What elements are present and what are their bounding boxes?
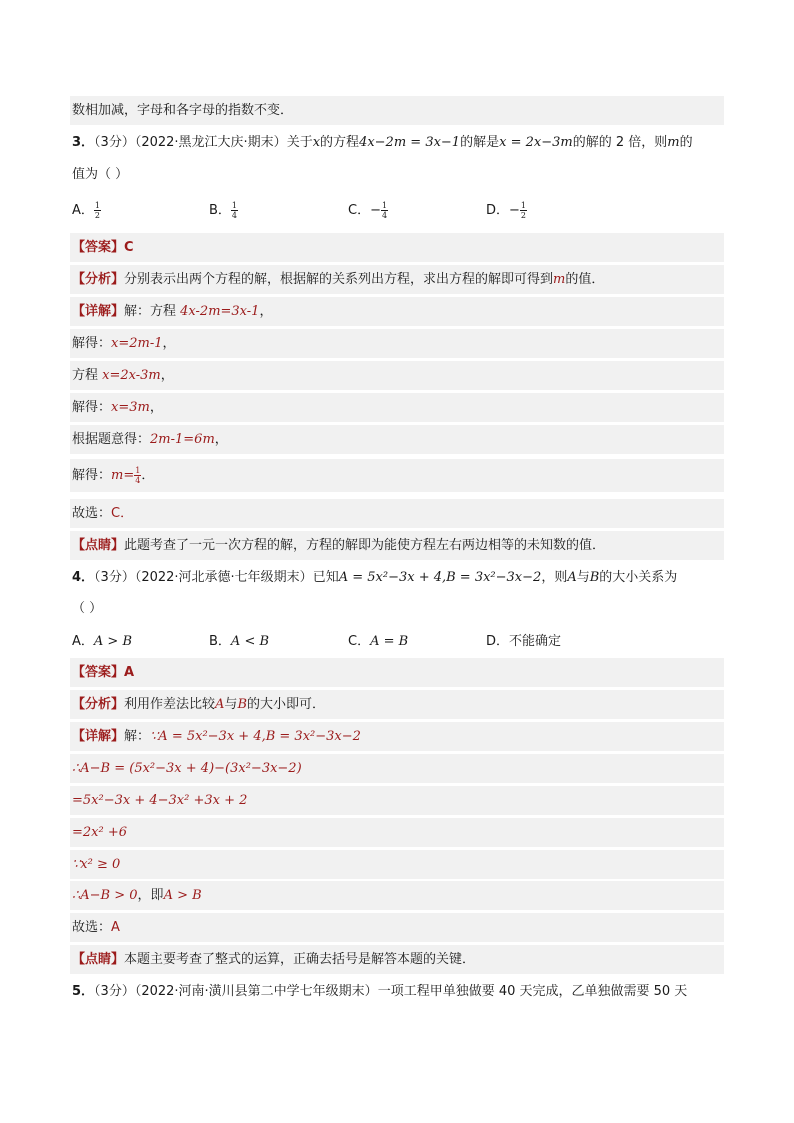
detail-text: 解得： [72, 336, 112, 351]
denominator: 2 [520, 211, 527, 220]
analysis-text: 分别表示出两个方程的解，根据解的关系列出方程，求出方程的解即可得到 [124, 272, 554, 287]
detail-tag: 【详解】 [72, 729, 125, 744]
question-score: （3分） [94, 984, 135, 999]
answer-tag: 【答案】 [72, 240, 125, 255]
question-4-detail-line1 [70, 722, 724, 751]
stem-text: 的方程 [320, 135, 360, 150]
question-number: 3． [72, 135, 95, 150]
question-4-detail-line5 [70, 850, 724, 879]
math-equation: 2m-1=6m [150, 432, 215, 447]
option-fraction [231, 201, 238, 220]
option-b[interactable] [209, 196, 238, 225]
question-source: （2022·黑龙江大庆·期末） [134, 135, 287, 150]
comment-tag: 【点睛】 [72, 538, 125, 553]
previous-tail-text: 数相加减，字母和各字母的指数不变． [72, 103, 294, 118]
option-c[interactable] [348, 196, 388, 225]
math-equation: x = 2x−3m [499, 135, 573, 150]
math-var: A [567, 570, 577, 585]
analysis-tag: 【分析】 [72, 697, 125, 712]
question-4-detail-line3 [70, 786, 724, 815]
question-number: 5． [72, 984, 95, 999]
choose-text: 故选： [72, 506, 112, 521]
detail-text: ， [214, 432, 228, 447]
question-3-analysis [70, 265, 724, 294]
question-3-comment [70, 531, 724, 560]
math-equation: =2x² +6 [72, 825, 128, 840]
question-source: （2022·河南·潢川县第二中学七年级期末） [134, 984, 378, 999]
question-3-stem-line1 [70, 128, 724, 157]
denominator: 4 [381, 211, 388, 220]
question-3-detail-line1 [70, 297, 724, 326]
stem-text: 值为（ ） [72, 167, 129, 182]
detail-text: 解：方程 [124, 304, 181, 319]
detail-text: ， [259, 304, 273, 319]
option-fraction [381, 201, 388, 220]
analysis-text: 的大小即可． [247, 697, 326, 712]
option-text: 不能确定 [509, 634, 562, 649]
option-text: A > B [93, 634, 133, 649]
denominator: 4 [231, 211, 238, 220]
option-label: A． [72, 203, 94, 218]
question-score: （3分） [94, 135, 135, 150]
math-var: x [312, 135, 321, 150]
question-4-options [70, 627, 724, 656]
math-var: m [667, 135, 680, 150]
option-d[interactable] [486, 196, 527, 225]
question-3-detail-line4 [70, 393, 724, 422]
option-label: D． [486, 634, 510, 649]
question-3-answer [70, 233, 724, 262]
question-3-stem-line2 [70, 160, 724, 189]
option-b[interactable] [209, 627, 269, 656]
math-equation: x=2x-3m [102, 368, 161, 383]
question-4-detail-line2 [70, 754, 724, 783]
numerator: 1 [135, 466, 141, 475]
question-3-detail-line5 [70, 425, 724, 454]
detail-text: 解： [124, 729, 151, 744]
option-label: B． [209, 634, 231, 649]
option-c[interactable] [348, 627, 408, 656]
question-3-detail-line3 [70, 361, 724, 390]
detail-text: 根据题意得： [72, 432, 151, 447]
stem-text: （ ） [72, 601, 103, 616]
math-equation: ∵x² ≥ 0 [72, 857, 121, 872]
numerator: 1 [381, 201, 388, 210]
option-sign: − [509, 203, 520, 218]
detail-text: ， [162, 336, 176, 351]
detail-text: ，即 [137, 888, 164, 903]
math-equation: ∵A = 5x²−3x + 4,B = 3x²−3x−2 [150, 729, 361, 744]
option-fraction [520, 201, 527, 220]
option-label: B． [209, 203, 231, 218]
question-4-analysis [70, 690, 724, 719]
question-4-detail-line6 [70, 881, 724, 910]
stem-text: 的 [679, 135, 693, 150]
question-score: （3分） [94, 570, 135, 585]
option-a[interactable] [72, 627, 132, 656]
detail-text: 解得： [72, 400, 112, 415]
math-var: B [237, 697, 247, 712]
detail-text: 解得： [72, 468, 112, 483]
previous-solution-tail [70, 96, 724, 125]
stem-text: 的解的 2 倍，则 [572, 135, 668, 150]
math-equation: x=2m-1 [111, 336, 163, 351]
detail-text: ． [141, 468, 155, 483]
answer-value: A [124, 665, 135, 680]
question-number: 4． [72, 570, 95, 585]
option-label: C． [348, 634, 371, 649]
question-4-choose [70, 913, 724, 942]
choose-value: C． [111, 506, 134, 521]
question-source: （2022·河北承德·七年级期末） [134, 570, 313, 585]
stem-text: 与 [576, 570, 590, 585]
question-3-options [70, 196, 724, 225]
option-fraction [94, 201, 101, 220]
math-equation: A = 5x²−3x + 4,B = 3x²−3x−2 [338, 570, 542, 585]
numerator: 1 [520, 201, 527, 210]
numerator: 1 [94, 201, 100, 210]
comment-text: 此题考查了一元一次方程的解，方程的解即为能使方程左右两边相等的未知数的值． [124, 538, 606, 553]
detail-text: 方程 [72, 368, 103, 383]
math-equation: =5x²−3x + 4−3x² +3x + 2 [72, 793, 248, 808]
question-4-answer [70, 658, 724, 687]
detail-text: ， [149, 400, 163, 415]
question-3-detail-line2 [70, 329, 724, 358]
option-text: A < B [230, 634, 270, 649]
answer-value: C [124, 240, 134, 255]
analysis-text: 与 [224, 697, 238, 712]
analysis-tag: 【分析】 [72, 272, 125, 287]
math-equation: A > B [163, 888, 202, 903]
question-4-detail-line4 [70, 818, 724, 847]
option-sign: − [370, 203, 381, 218]
math-equation: 4x-2m=3x-1 [180, 304, 260, 319]
denominator: 4 [135, 476, 141, 485]
stem-text: 已知 [312, 570, 339, 585]
math-equation: ∴A−B > 0 [72, 888, 138, 903]
choose-value: A [111, 920, 120, 935]
option-text: A = B [370, 634, 409, 649]
denominator: 2 [94, 211, 100, 220]
option-label: C． [348, 203, 371, 218]
math-var: B [589, 570, 600, 585]
question-3-detail-line6 [70, 459, 724, 492]
option-label: A． [72, 634, 94, 649]
stem-text: 的解是 [460, 135, 500, 150]
math-equation: x=3m [111, 400, 150, 415]
math-var: A [215, 697, 225, 712]
option-a[interactable] [72, 196, 101, 225]
choose-text: 故选： [72, 920, 112, 935]
comment-text: 本题主要考查了整式的运算，正确去括号是解答本题的关键． [124, 952, 476, 967]
stem-text: ，则 [541, 570, 568, 585]
stem-text: 的大小关系为 [599, 570, 678, 585]
question-4-comment [70, 945, 724, 974]
question-4-stem-line2 [70, 594, 724, 623]
math-var: m [553, 272, 566, 287]
stem-text: 一项工程甲单独做要 40 天完成，乙单独做需要 50 天 [377, 984, 688, 999]
math-equation: ∴A−B = (5x²−3x + 4)−(3x²−3x−2) [72, 761, 302, 776]
detail-text: ， [160, 368, 174, 383]
math-equation: m= [111, 468, 135, 483]
comment-tag: 【点睛】 [72, 952, 125, 967]
math-equation: 4x−2m = 3x−1 [359, 135, 461, 150]
option-d[interactable] [486, 627, 561, 656]
detail-tag: 【详解】 [72, 304, 125, 319]
option-label: D． [486, 203, 510, 218]
analysis-text: 的值． [565, 272, 605, 287]
stem-text: 关于 [286, 135, 313, 150]
numerator: 1 [231, 201, 238, 210]
answer-tag: 【答案】 [72, 665, 125, 680]
question-5-stem-line1 [70, 977, 724, 1006]
question-3-choose [70, 499, 724, 528]
question-4-stem-line1 [70, 563, 724, 592]
analysis-text: 利用作差法比较 [124, 697, 216, 712]
